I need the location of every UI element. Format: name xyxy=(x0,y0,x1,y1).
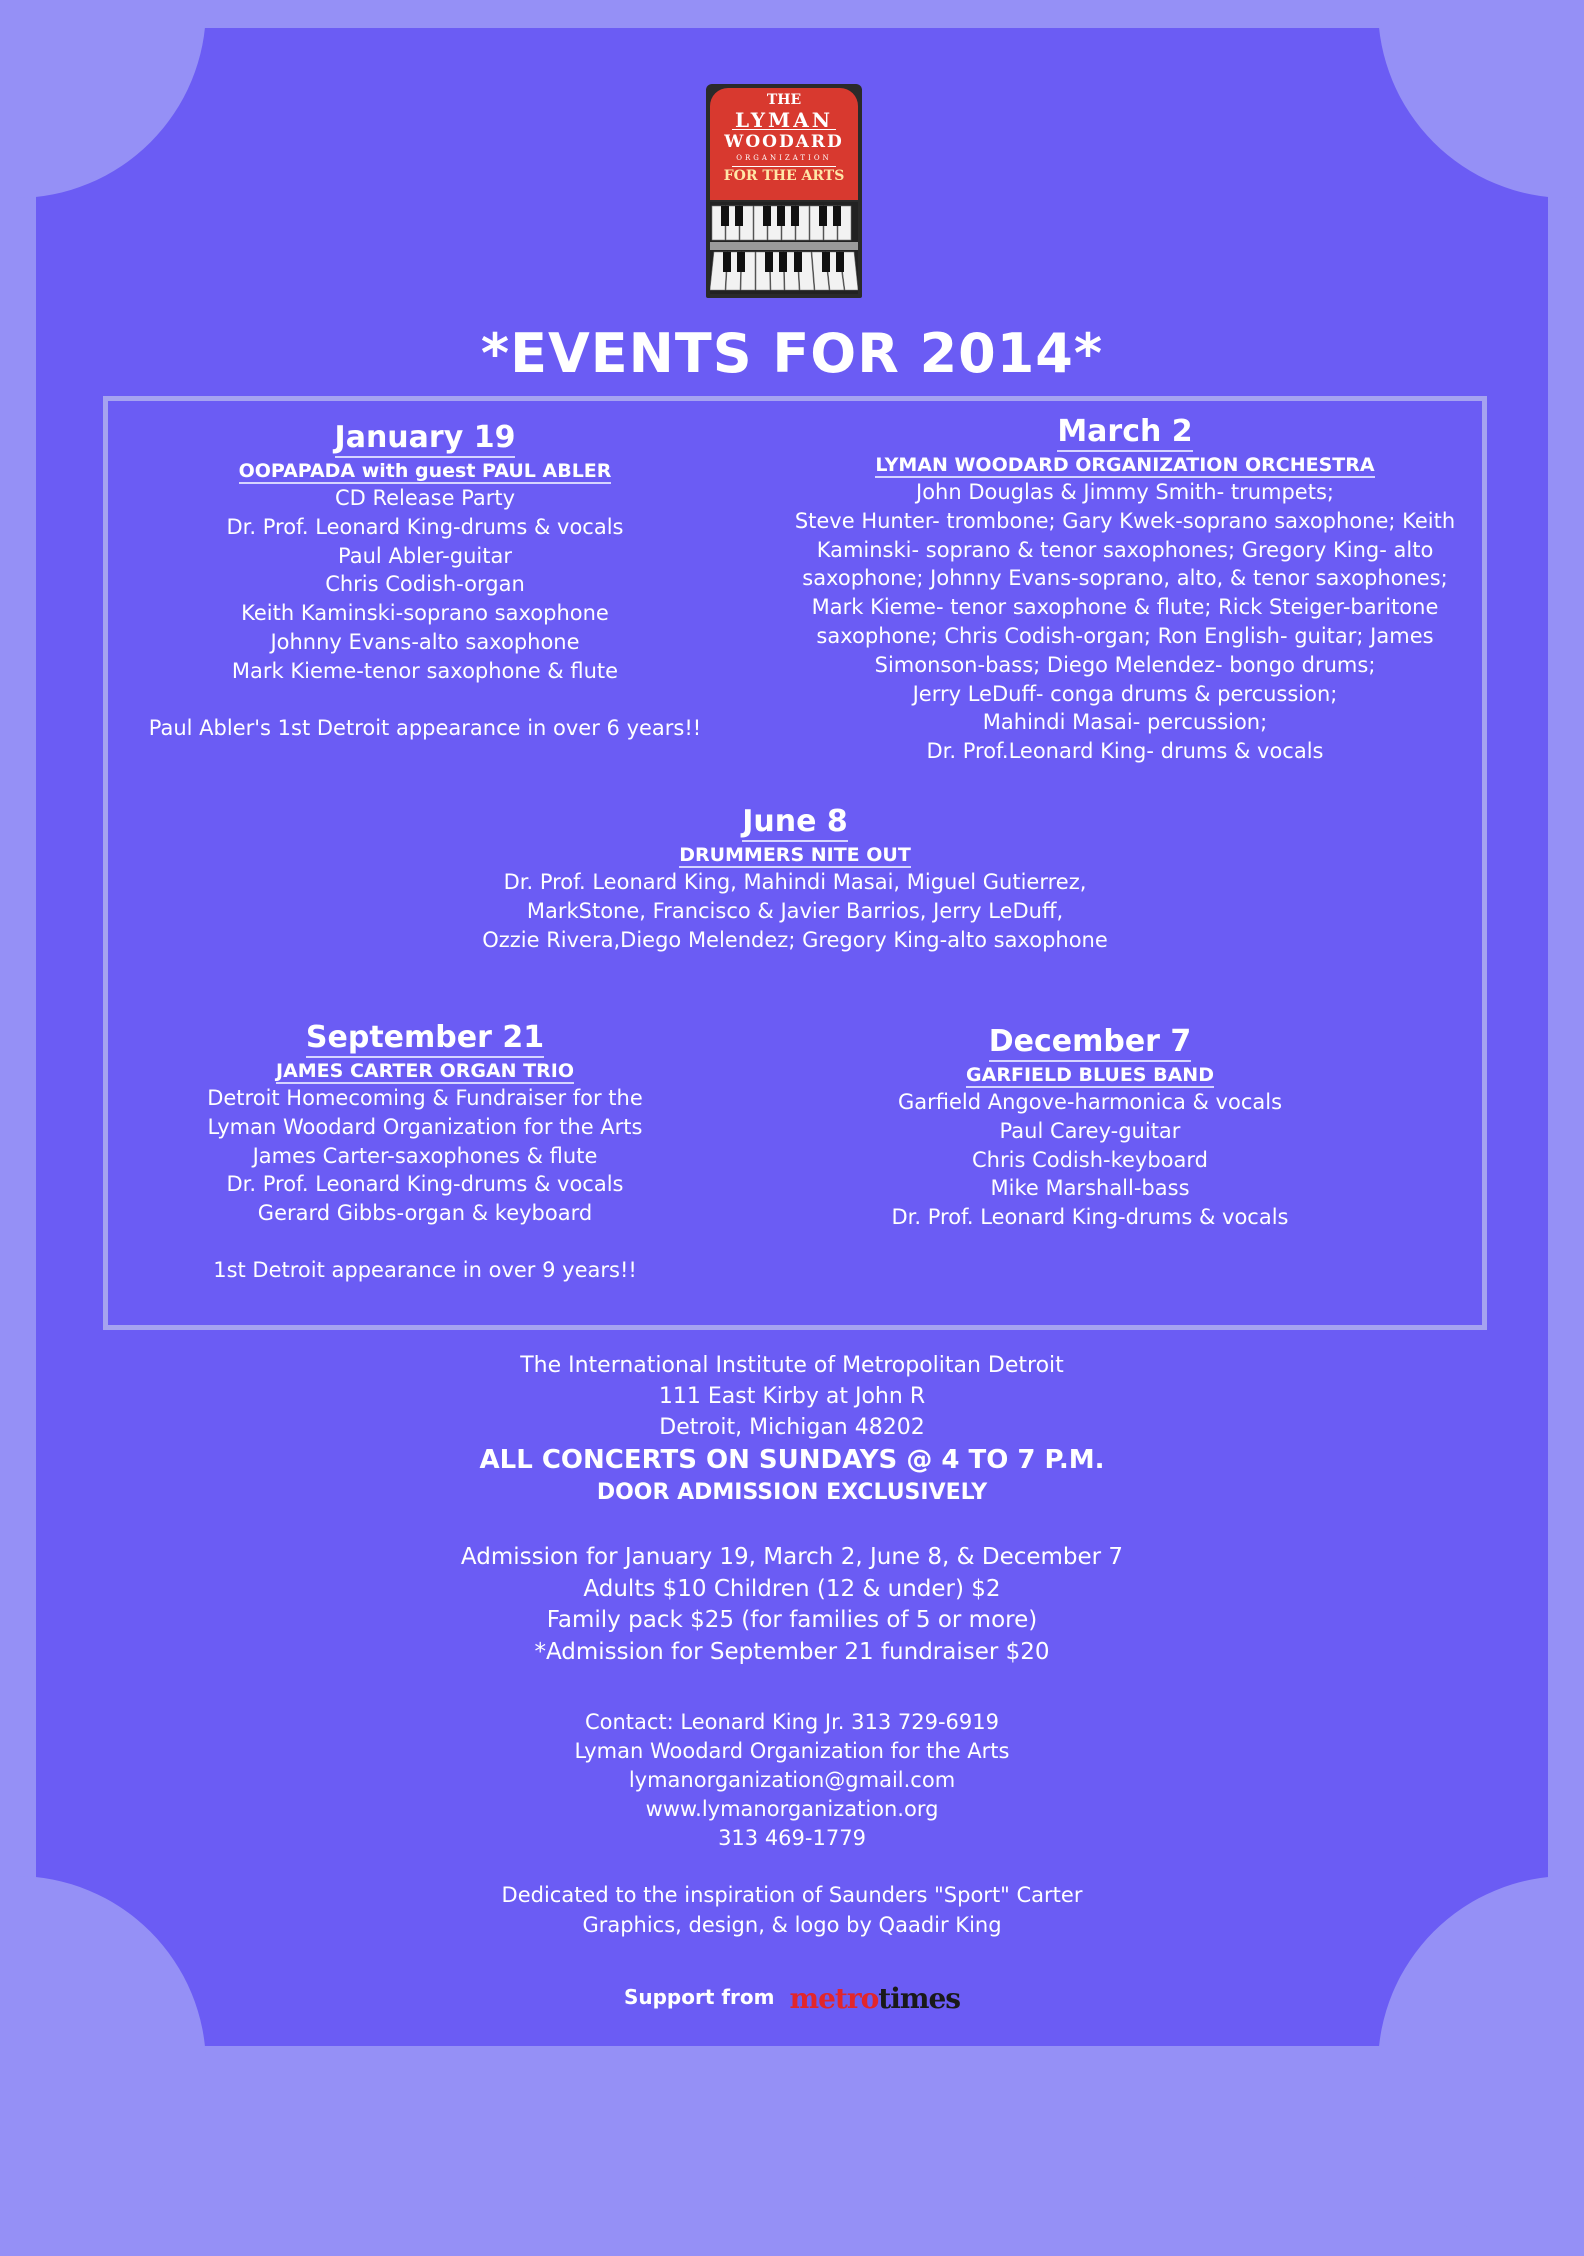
credits-line: Graphics, design, & logo by Qaadir King xyxy=(582,1913,1002,1937)
contact-phone: 313 469-1779 xyxy=(718,1826,866,1850)
event-september xyxy=(110,1020,740,1285)
event-line: Detroit Homecoming & Fundraiser for the xyxy=(207,1086,643,1110)
event-line: James Carter-saxophones & flute xyxy=(252,1143,598,1168)
event-band: DRUMMERS NITE OUT xyxy=(679,844,911,866)
logo-sign xyxy=(710,88,858,200)
contact-line: Lyman Woodard Organization for the Arts xyxy=(574,1739,1010,1763)
event-date: September 21 xyxy=(306,1020,544,1058)
event-line: Dr. Prof.Leonard King- drums & vocals xyxy=(926,739,1324,764)
contact-line: Contact: Leonard King Jr. 313 729-6919 xyxy=(584,1710,1000,1734)
event-line: Keith Kaminski-soprano saxophone xyxy=(241,601,609,626)
event-line: John Douglas & Jimmy Smith- trumpets; xyxy=(916,480,1334,504)
event-june xyxy=(110,804,1480,954)
logo-the: THE xyxy=(766,92,802,108)
venue-street: 111 East Kirby at John R xyxy=(658,1384,926,1409)
logo-rule xyxy=(732,166,836,167)
event-line: Dr. Prof. Leonard King-drums & vocals xyxy=(891,1205,1289,1230)
event-band: LYMAN WOODARD ORGANIZATION ORCHESTRA xyxy=(875,454,1375,476)
event-line: Mahindi Masai- percussion; xyxy=(982,710,1268,735)
event-line: Steve Hunter- trombone; Gary Kwek-soprano saxophone; Keith xyxy=(794,508,1456,533)
logo-organization: ORGANIZATION xyxy=(736,154,832,162)
metrotimes-logo: metrotimes xyxy=(789,1982,961,2015)
event-line: Garfield Angove-harmonica & vocals xyxy=(897,1090,1283,1114)
admission-line: Admission for January 19, March 2, June 8, & December 7 xyxy=(460,1544,1124,1570)
organization-logo xyxy=(706,84,862,298)
page-title: *EVENTS FOR 2014* xyxy=(480,322,1104,385)
logo-woodard: WOODARD xyxy=(724,132,844,152)
admission-info xyxy=(0,1542,1584,1668)
door-admission: DOOR ADMISSION EXCLUSIVELY xyxy=(596,1480,988,1505)
event-line: Lyman Woodard Organization for the Arts xyxy=(207,1114,643,1139)
event-line: Kaminski- soprano & tenor saxophones; Gregory King- alto xyxy=(816,537,1434,562)
logo-lyman: LYMAN xyxy=(735,108,833,132)
logo-for-the-arts: FOR THE ARTS xyxy=(723,168,845,184)
event-line: saxophone; Johnny Evans-soprano, alto, & tenor saxophones; xyxy=(802,566,1448,591)
event-line: Mike Marshall-bass xyxy=(990,1176,1190,1201)
support-label: Support from xyxy=(623,1985,775,2009)
event-date: June 8 xyxy=(742,804,848,842)
event-line: saxophone; Chris Codish-organ; Ron English- guitar; James xyxy=(816,623,1434,648)
event-line: Paul Carey-guitar xyxy=(999,1118,1181,1143)
event-band: GARFIELD BLUES BAND xyxy=(966,1064,1214,1086)
event-date: March 2 xyxy=(1057,414,1192,452)
event-note: Paul Abler's 1st Detroit appearance in over 6 years!! xyxy=(148,715,702,740)
event-line: Dr. Prof. Leonard King-drums & vocals xyxy=(226,1172,624,1197)
event-line: Simonson-bass; Diego Melendez- bongo drums; xyxy=(874,652,1376,677)
event-line: Paul Abler-guitar xyxy=(338,543,512,568)
admission-line: *Admission for September 21 fundraiser $20 xyxy=(534,1638,1050,1665)
event-line: Chris Codish-keyboard xyxy=(972,1147,1208,1172)
venue-city: Detroit, Michigan 48202 xyxy=(659,1415,925,1440)
sponsor-line xyxy=(0,1982,1584,2015)
event-line: Jerry LeDuff- conga drums & percussion; xyxy=(912,681,1338,706)
event-band: OOPAPADA with guest PAUL ABLER xyxy=(238,460,612,482)
contact-website: www.lymanorganization.org xyxy=(645,1797,939,1821)
event-line: Mark Kieme- tenor saxophone & flute; Rick Steiger-baritone xyxy=(811,595,1439,620)
corner-cutout-top-left xyxy=(0,0,206,198)
piano-keys-icon xyxy=(710,202,858,294)
event-date: December 7 xyxy=(989,1024,1192,1062)
corner-cutout-top-right xyxy=(1378,0,1584,198)
event-note: 1st Detroit appearance in over 9 years!! xyxy=(213,1257,637,1282)
concert-schedule: ALL CONCERTS ON SUNDAYS @ 4 TO 7 P.M. xyxy=(479,1445,1105,1475)
admission-line: Family pack $25 (for families of 5 or more) xyxy=(546,1607,1038,1633)
contact-info xyxy=(0,1708,1584,1853)
event-line: Chris Codish-organ xyxy=(325,572,525,597)
event-line: MarkStone, Francisco & Javier Barrios, Jerry LeDuff, xyxy=(526,898,1064,923)
event-line: Gerard Gibbs-organ & keyboard xyxy=(257,1201,593,1226)
event-january xyxy=(110,420,740,742)
admission-line: Adults $10 Children (12 & under) $2 xyxy=(583,1575,1001,1602)
event-band: JAMES CARTER ORGAN TRIO xyxy=(276,1060,574,1082)
event-line: Dr. Prof. Leonard King-drums & vocals xyxy=(226,514,624,539)
venue-name: The International Institute of Metropolitan Detroit xyxy=(520,1353,1064,1378)
event-line: CD Release Party xyxy=(334,486,516,510)
event-line: Mark Kieme-tenor saxophone & flute xyxy=(231,658,619,683)
event-line: Ozzie Rivera,Diego Melendez; Gregory King-alto saxophone xyxy=(482,927,1108,952)
dedication xyxy=(0,1880,1584,1940)
contact-email: lymanorganization@gmail.com xyxy=(628,1768,956,1792)
event-december xyxy=(760,1024,1420,1232)
event-march xyxy=(760,414,1490,766)
venue-info xyxy=(0,1350,1584,1508)
dedication-line: Dedicated to the inspiration of Saunders "Sport" Carter xyxy=(501,1883,1083,1907)
event-line: Dr. Prof. Leonard King, Mahindi Masai, Miguel Gutierrez, xyxy=(503,870,1087,894)
event-line: Johnny Evans-alto saxophone xyxy=(270,629,580,654)
event-date: January 19 xyxy=(335,420,516,458)
